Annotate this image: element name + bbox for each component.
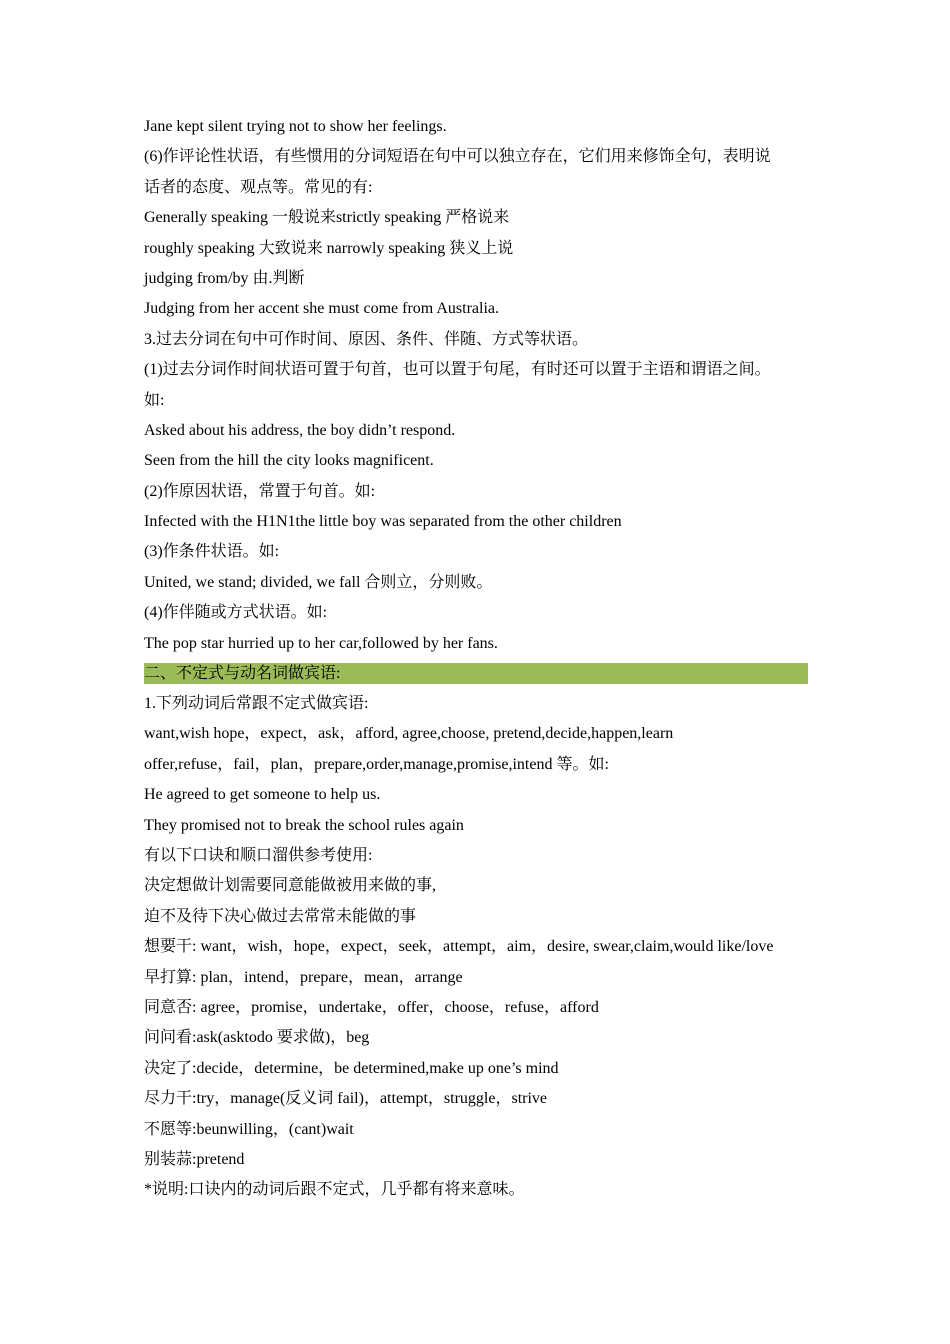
document-page xyxy=(144,112,808,1206)
text-line: He agreed to get someone to help us. xyxy=(144,786,381,804)
text-line: want,wish hope，expect，ask，afford, agree,choose, pretend,decide,happen,learn xyxy=(144,725,674,743)
text-line: 1.下列动词后常跟不定式做宾语: xyxy=(144,695,369,713)
text-line: 决定了:decide，determine，be determined,make up one’s mind xyxy=(144,1059,559,1077)
text-line: (2)作原因状语，常置于句首。如: xyxy=(144,482,376,500)
text-line: 话者的态度、观点等。常见的有: xyxy=(144,178,373,196)
text-line: 尽力干:try，manage(反义词 fail)，attempt，struggle，strive xyxy=(144,1090,548,1108)
text-line: 有以下口诀和顺口溜供参考使用: xyxy=(144,846,373,864)
text-line: 3.过去分词在句中可作时间、原因、条件、伴随、方式等状语。 xyxy=(144,330,589,348)
text-line: Judging from her accent she must come from Australia. xyxy=(144,300,500,318)
text-line: (1)过去分词作时间状语可置于句首，也可以置于句尾，有时还可以置于主语和谓语之间。 xyxy=(144,361,771,379)
text-line: (4)作伴随或方式状语。如: xyxy=(144,604,328,622)
text-line: They promised not to break the school rules again xyxy=(144,816,464,834)
text-line: judging from/by 由.判断 xyxy=(144,269,305,287)
text-line: Asked about his address, the boy didn’t respond. xyxy=(144,421,456,439)
text-line: roughly speaking 大致说来 narrowly speaking 狭义上说 xyxy=(144,239,514,257)
text-line: 早打算: plan，intend，prepare，mean，arrange xyxy=(144,968,463,986)
text-line: Jane kept silent trying not to show her feelings. xyxy=(144,118,447,135)
text-line: Generally speaking 一般说来strictly speaking 严格说来 xyxy=(144,209,510,227)
text-line: 迫不及待下决心做过去常常未能做的事 xyxy=(144,907,417,925)
text-line: (6)作评论性状语，有些惯用的分词短语在句中可以独立存在，它们用来修饰全句，表明说 xyxy=(144,148,771,166)
text-line: United, we stand; divided, we fall 合则立，分则败。 xyxy=(144,573,493,591)
text-line: 决定想做计划需要同意能做被用来做的事, xyxy=(144,877,437,895)
text-line: offer,refuse，fail，plan，prepare,order,manage,promise,intend 等。如: xyxy=(144,755,609,773)
text-line: 问问看:ask(asktodo 要求做)，beg xyxy=(144,1029,370,1047)
text-line: The pop star hurried up to her car,followed by her fans. xyxy=(144,634,498,652)
text-line: (3)作条件状语。如: xyxy=(144,543,280,561)
text-line: *说明:口诀内的动词后跟不定式，几乎都有将来意味。 xyxy=(144,1181,525,1199)
text-line: 想要干: want，wish，hope，expect，seek，attempt，aim，desire, swear,claim,would like/love xyxy=(144,938,774,956)
text-line: Infected with the H1N1the little boy was separated from the other children xyxy=(144,513,622,531)
section-heading: 二、不定式与动名词做宾语: xyxy=(144,663,808,684)
text-line: 别装蒜:pretend xyxy=(144,1150,245,1168)
text-line: 不愿等:beunwilling，(cant)wait xyxy=(144,1120,354,1138)
text-line: 如: xyxy=(144,391,165,409)
text-line: 同意否: agree，promise，undertake，offer，choose，refuse，afford xyxy=(144,998,599,1016)
text-line: Seen from the hill the city looks magnificent. xyxy=(144,452,434,470)
